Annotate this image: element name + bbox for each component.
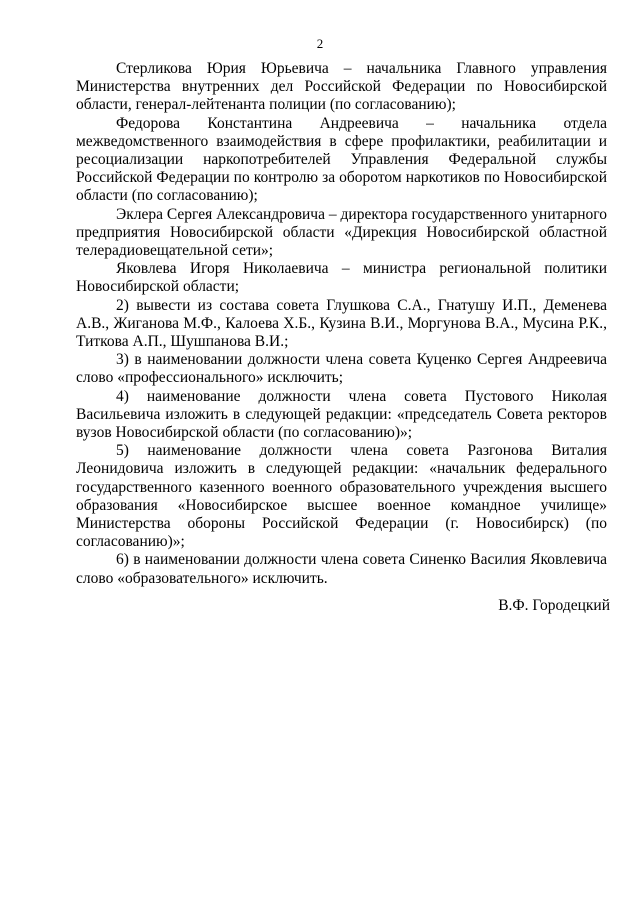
paragraph-item-6: 6) в наименовании должности члена совета Синенко Василия Яковлевича слово «образовательного» исключить.: [76, 551, 607, 587]
paragraph-fedorov: Федорова Константина Андреевича – начальника отдела межведомственного взаимодействия в сфере профилактики, реабилитации и ресоциализации наркопотребителей Управления Федеральной службы Российской Федерации по контролю за оборотом наркотиков по Новосибирской области (по согласованию);: [76, 114, 607, 205]
paragraph-sterlikov: Стерликова Юрия Юрьевича – начальника Главного управления Министерства внутренних дел Российской Федерации по Новосибирской области, генерал-лейтенанта полиции (по согласованию);: [76, 60, 607, 114]
paragraph-item-4: 4) наименование должности члена совета Пустового Николая Васильевича изложить в следующей редакции: «председатель Совета ректоров вузов Новосибирской области (по согласованию)»;: [76, 387, 607, 442]
document-body: [76, 60, 607, 588]
paragraph-item-5: 5) наименование должности члена совета Разгонова Виталия Леонидовича изложить в следующей редакции: «начальник федерального государственного казенного военного образовательного учреждения высшего образования «Новосибирское высшее военное командное училище» Министерства обороны Российской Федерации (г. Новосибирск) (по согласованию)»;: [76, 442, 607, 551]
signature: В.Ф. Городецкий: [498, 597, 610, 614]
page-number: 2: [316, 36, 324, 51]
paragraph-item-2: 2) вывести из состава совета Глушкова С.А., Гнатушу И.П., Деменева А.В., Жиганова М.Ф., Калоева Х.Б., Кузина В.И., Моргунова В.А., Мусина Р.К., Титкова А.П., Шушпанова В.И.;: [76, 296, 607, 351]
paragraph-ekler: Эклера Сергея Александровича – директора государственного унитарного предприятия Новосибирской области «Дирекция Новосибирской областной телерадиовещательной сети»;: [76, 205, 607, 260]
paragraph-yakovlev: Яковлева Игоря Николаевича – министра региональной политики Новосибирской области;: [76, 260, 607, 296]
paragraph-item-3: 3) в наименовании должности члена совета Куценко Сергея Андреевича слово «профессионального» исключить;: [76, 351, 607, 387]
